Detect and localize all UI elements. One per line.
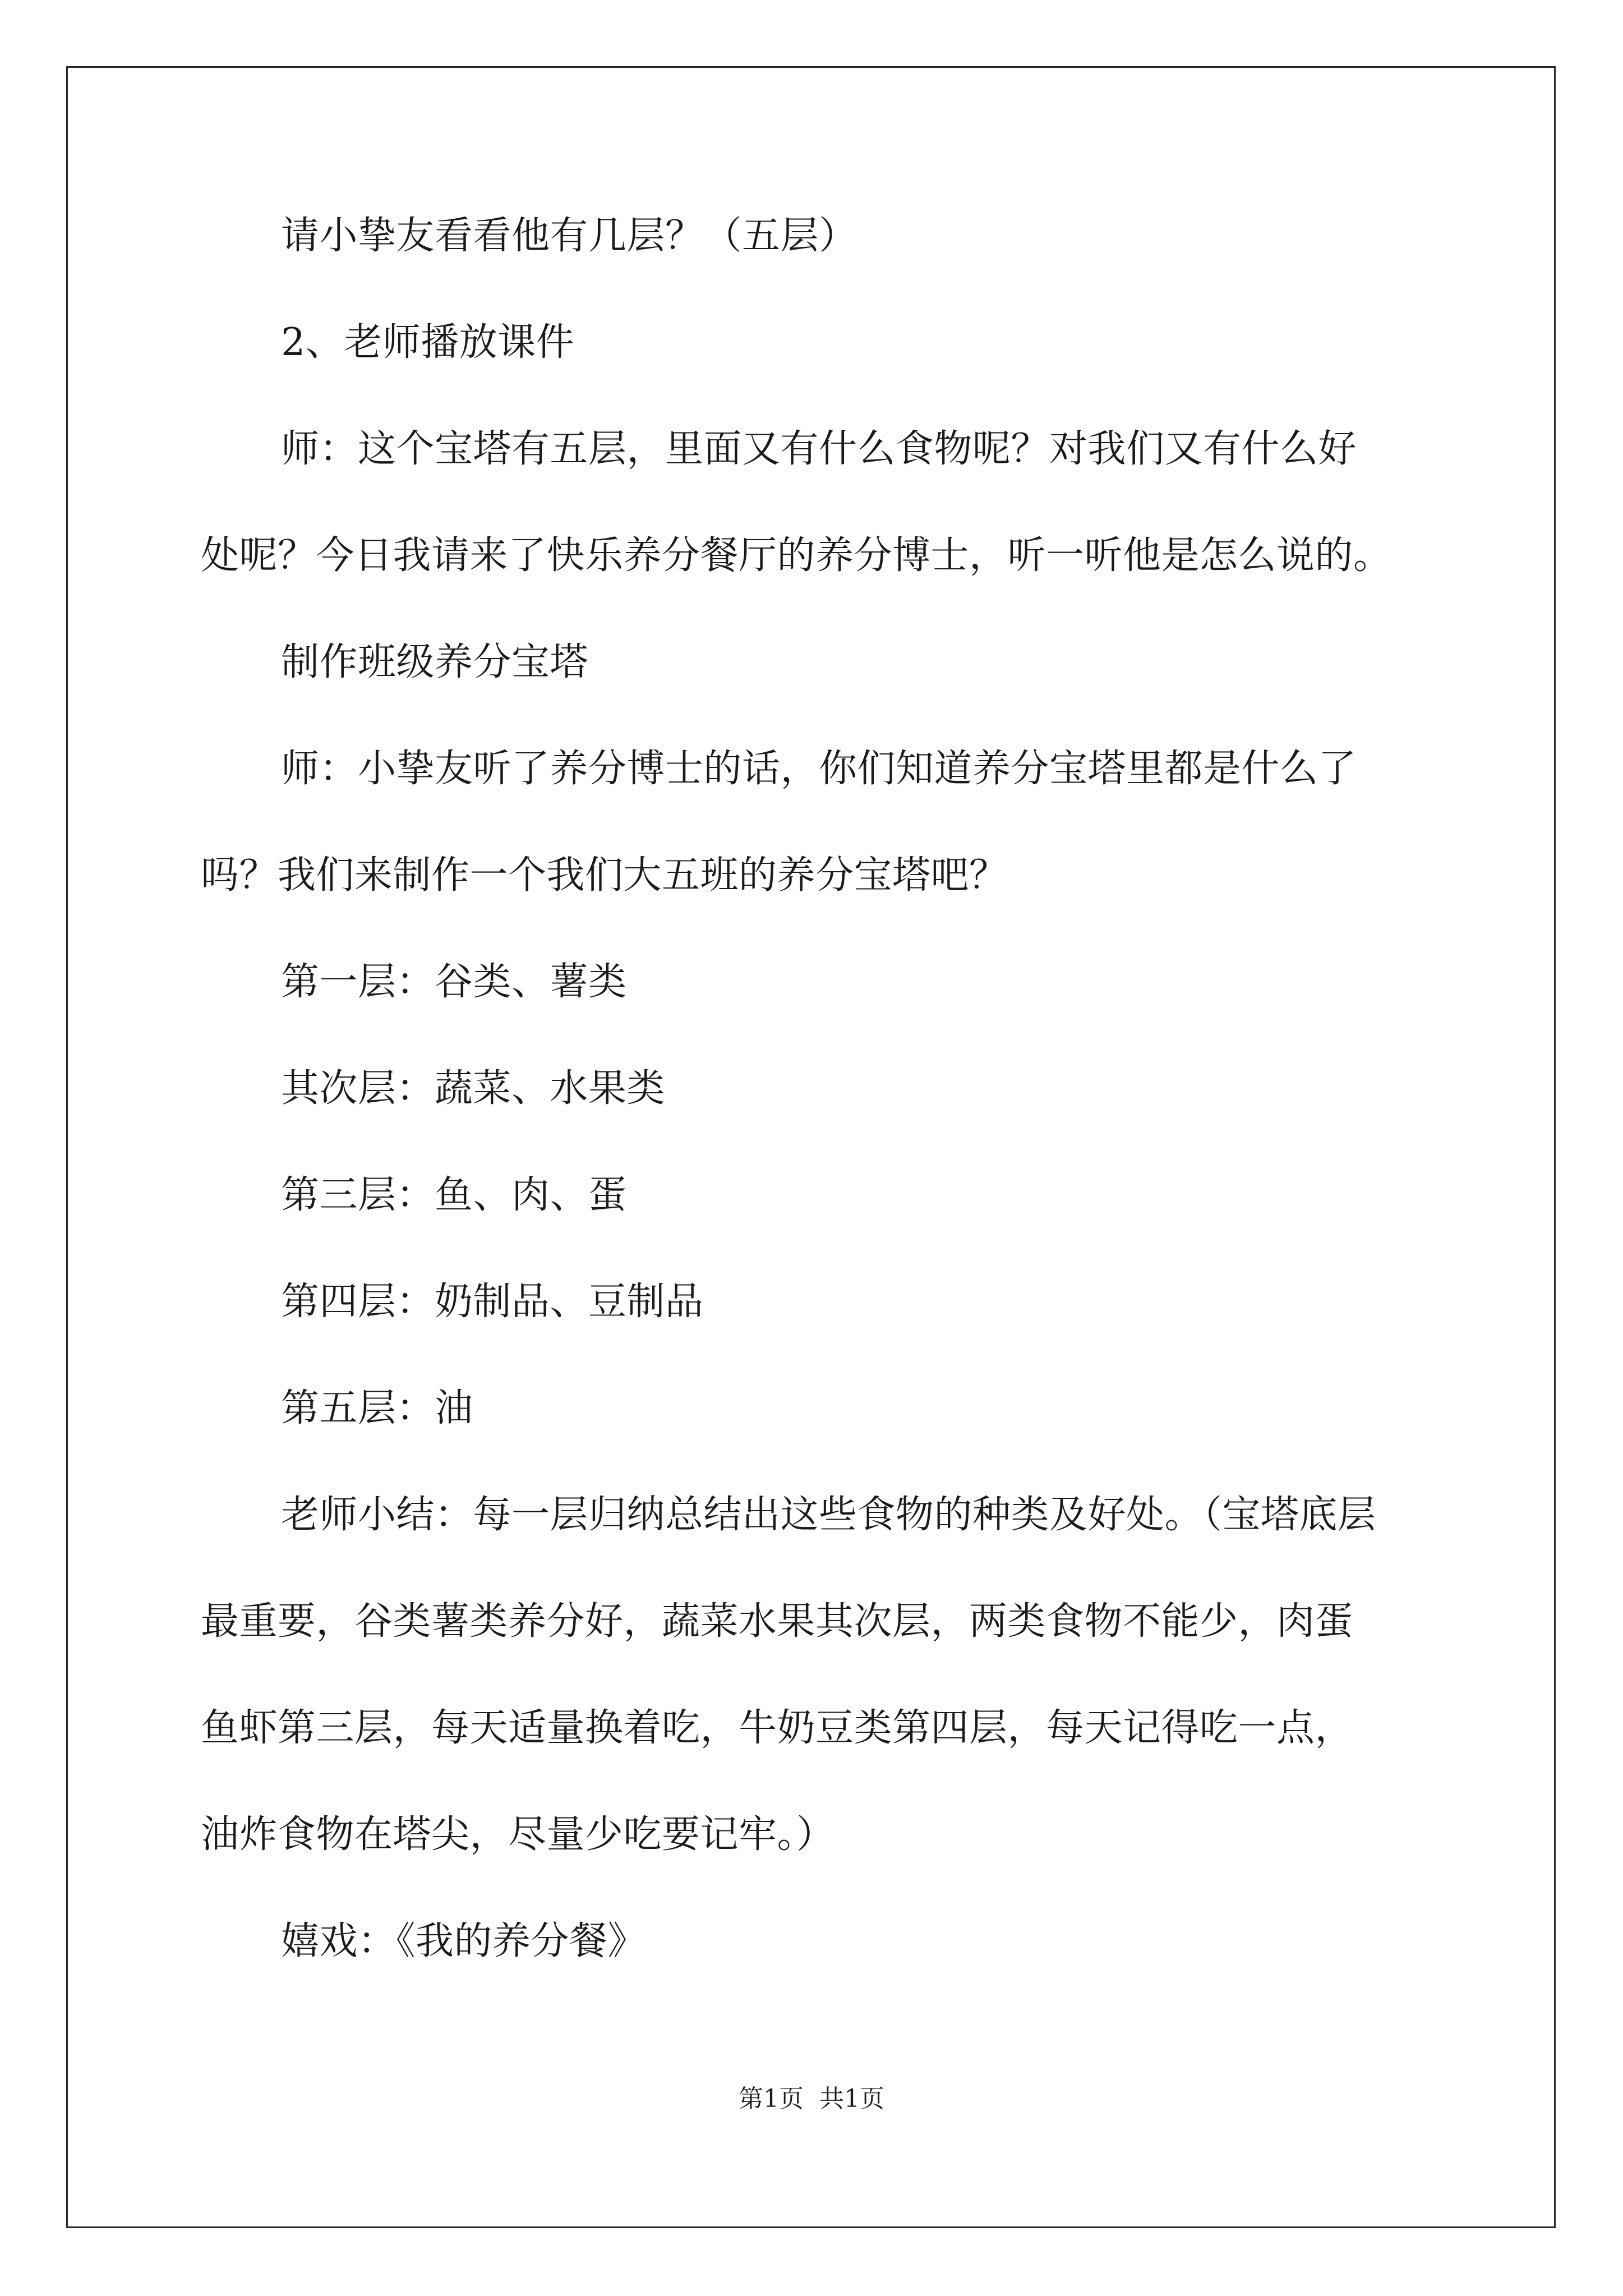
paragraph-line: 油炸食物在塔尖，尽量少吃要记牢。） (201, 1812, 835, 1857)
paragraph-line: 第五层：油 (281, 1386, 473, 1430)
page-footer (0, 2084, 1623, 2114)
paragraph-line: 请小挚友看看他有几层？（五层） (281, 214, 857, 258)
paragraph-line: 师：这个宝塔有五层，里面又有什么食物呢？对我们又有什么好 (281, 427, 1357, 471)
paragraph-line: 师：小挚友听了养分博士的话，你们知道养分宝塔里都是什么了 (281, 747, 1357, 791)
paragraph-line: 第一层：谷类、薯类 (281, 960, 627, 1004)
paragraph-line: 最重要，谷类薯类养分好，蔬菜水果其次层，两类食物不能少，肉蛋 (201, 1599, 1354, 1644)
paragraph-line: 制作班级养分宝塔 (281, 640, 589, 684)
page-number: 第1页 (739, 2085, 804, 2113)
paragraph-line: 第三层：鱼、肉、蛋 (281, 1173, 627, 1217)
page-border (66, 66, 1556, 2228)
paragraph-line: 第四层：奶制品、豆制品 (281, 1280, 704, 1324)
paragraph-line: 吗？我们来制作一个我们大五班的养分宝塔吧？ (201, 853, 1008, 898)
paragraph-line: 处呢？今日我请来了快乐养分餐厅的养分博士，听一听他是怎么说的。 (201, 533, 1392, 578)
paragraph-line: 老师小结：每一层归纳总结出这些食物的种类及好处。（宝塔底层 (281, 1493, 1376, 1537)
paragraph-line: 鱼虾第三层，每天适量换着吃，牛奶豆类第四层，每天记得吃一点， (201, 1706, 1354, 1750)
page-total: 共1页 (819, 2085, 884, 2113)
paragraph-line: 2、老师播放课件 (281, 320, 575, 365)
paragraph-line: 其次层：蔬菜、水果类 (281, 1066, 666, 1111)
paragraph-line: 嬉戏：《我的养分餐》 (281, 1919, 647, 1963)
